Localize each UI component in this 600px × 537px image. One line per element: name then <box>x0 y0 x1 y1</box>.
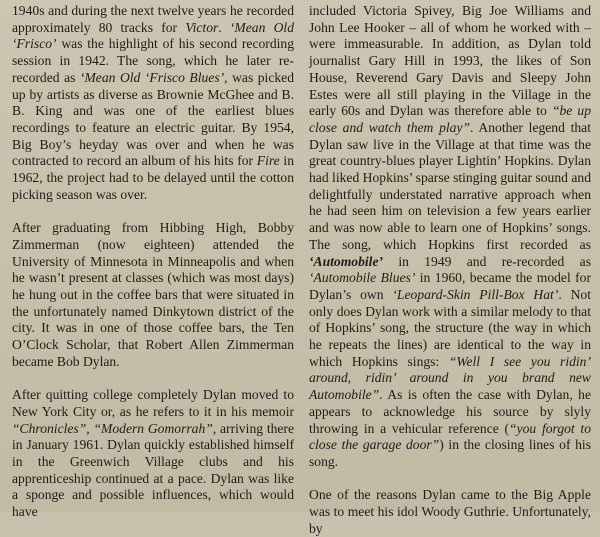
italic-text: ‘Mean Old ‘Frisco Blues’ <box>79 69 225 85</box>
italic-text: “Well I see you ridin’ around, ridin’ around in you brand new Automobile” <box>309 353 591 403</box>
right-column <box>309 3 591 537</box>
italic-text: Fire <box>256 153 280 169</box>
italic-text: “you forgot to close the garage door” <box>309 420 591 453</box>
italic-text: “Modern Gomorrah” <box>93 420 213 436</box>
bold-italic-text: ‘Automobile’ <box>309 253 384 269</box>
text-run: After quitting college completely Dylan moved to New York City or, as he refers to it in his memoir <box>12 387 294 419</box>
text-run: After graduating from Hibbing High, Bobby Zimmerman (now eighteen) attended the University of Minnesota in Minneapolis and when he wasn’t present at classes (which was most days) he hung out in the coffee bars that were situated in the unfortunately named Dinkytown district of the city. It was in one of those coffee bars, the Ten O’Clock Scholar, that Robert Allen Zimmerman became Bob Dylan. <box>12 220 294 369</box>
italic-text: ‘Leopard-Skin Pill-Box Hat’ <box>392 286 559 302</box>
text-run: in 1962, the project had to be delayed until the cotton picking season was over. <box>12 153 294 202</box>
italic-text: Victor <box>185 19 219 35</box>
italic-text: ‘Automobile Blues’ <box>309 270 416 286</box>
text-run: . Not only does Dylan work with a similar melody to that of Hopkins’ song, the structure (the way in which he repeats the lines) are identical to the way in which Hopkins sings: <box>309 286 591 369</box>
text-run: was the highlight of his second recording session in 1942. The song, which he later re-recorded as <box>12 36 294 85</box>
text-run: in 1960, became the model for Dylan’s own <box>309 270 591 302</box>
text-run: One of the reasons Dylan came to the Big Apple was to meet his idol Woody Guthrie. Unfortunately, by <box>309 487 591 536</box>
italic-text: ‘Mean Old ‘Frisco’ <box>12 19 294 52</box>
text-run: . <box>218 19 230 35</box>
paragraph <box>12 3 294 203</box>
paragraph <box>12 387 294 521</box>
text-run: ) in the closing lines of his song. <box>309 437 591 469</box>
paragraph <box>309 3 591 471</box>
italic-text: “be up close and watch them play” <box>309 103 591 135</box>
text-run: , arriving there in January 1961. Dylan quickly established himself in the Greenwich Village clubs and his apprenticeship continued at a pace. Dylan was like a sponge and possible influences, which would have <box>12 420 294 520</box>
text-run: . Another legend that Dylan saw live in the Village at that time was the great country-blues player Lightin’ Hopkins. Dylan had liked Hopkins’ sparse stinging guitar sound and delightfully understated narrative approach when he had seen him on television a few years earlier and was now able to learn one of Hopkins’ songs. The song, which Hopkins first recorded as <box>309 119 591 252</box>
left-column <box>12 3 294 521</box>
text-run: included Victoria Spivey, Big Joe Williams and John Lee Hooker – all of whom he worked with – were immeasurable. In addition, as Dylan told journalist Gary Hill in 1993, the likes of Son House, Reverend Gary Davis and Sleepy John Estes were all still playing in the Village in the early 60s and Dylan was therefore able to <box>309 3 591 119</box>
italic-text: “Chronicles” <box>12 420 87 436</box>
text-run: , <box>86 420 94 436</box>
text-run: , was picked up by artists as diverse as Brownie McGhee and B. B. King and was one of the earliest blues recordings to feature an electric guitar. By 1954, Big Boy’s heyday was over and when he was contracted to record an album of his hits for <box>12 69 294 169</box>
text-run: in 1949 and re-recorded as <box>383 253 591 269</box>
text-run: . As is often the case with Dylan, he appears to acknowledge his source by slyly throwing in a vehicular reference ( <box>309 387 591 436</box>
text-run: 1940s and during the next twelve years he recorded approximately 80 tracks for <box>12 3 294 35</box>
paragraph <box>12 220 294 370</box>
paragraph <box>309 487 591 537</box>
